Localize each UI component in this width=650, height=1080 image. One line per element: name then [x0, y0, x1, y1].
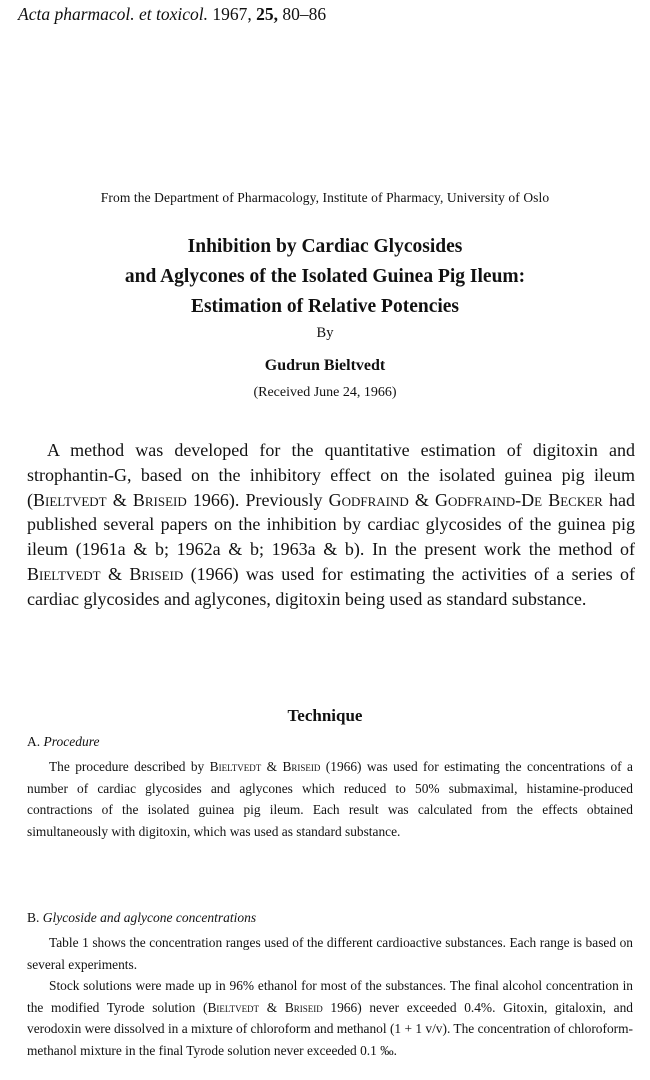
author-name: Gudrun Bieltvedt — [264, 357, 386, 374]
journal-year: 1967, — [212, 4, 252, 24]
procedure-paragraph — [27, 756, 633, 842]
body-text: 1966) never exceeded 0.4%. Gitoxin, gitaloxin, and verodoxin were dissolved in a mixture of chloroform and methanol (1 + 1 v/v). The concentration of chloroform-methanol mixture in the final Tyrode solution never exceeded 0.1 ‰. — [27, 999, 633, 1058]
abstract-text: 1966). Previously — [186, 489, 329, 510]
concentrations-paragraphs — [27, 932, 633, 1062]
body-text: (1966) was used for estimating the concentrations of a number of cardiac glycosides and aglycones which reduced to 50% submaximal, histamine-produced contractions of the isolated guinea pig ileum. Each result was calculated from the effects obtained simultaneously with digitoxin, which was used as standard substance. — [27, 759, 633, 839]
author-ref: Bieltvedt — [27, 563, 101, 584]
author-ref: Briseid — [282, 759, 321, 774]
author-ref: Bieltvedt — [207, 999, 260, 1015]
concentrations-paragraph-2 — [27, 975, 633, 1061]
abstract-text: & — [408, 489, 436, 510]
abstract-text: A method was developed for the quantitative estimation of digitoxin and strophantin-G, based on the inhibitory effect on the isolated guinea pig ileum ( — [27, 440, 635, 510]
title-line-3: Estimation of Relative Potencies — [190, 296, 460, 317]
concentrations-paragraph-1: Table 1 shows the concentration ranges used of the different cardioactive substances. Each range is based on several experiments. — [27, 935, 633, 972]
byline-by: By — [316, 325, 334, 341]
author-ref: Godfraind — [328, 489, 409, 510]
author-ref: Bieltvedt — [33, 489, 107, 510]
abstract-text: & — [106, 489, 133, 510]
body-text: & — [261, 759, 283, 774]
author-ref: Briseid — [284, 999, 323, 1015]
journal-citation — [18, 2, 326, 26]
author-ref: Briseid — [129, 563, 184, 584]
section-heading-technique: Technique — [287, 706, 363, 725]
author-ref: Bieltvedt — [209, 759, 262, 774]
body-text: & — [259, 999, 285, 1015]
received-date: (Received June 24, 1966) — [253, 385, 397, 400]
affiliation: From the Department of Pharmacology, Institute of Pharmacy, University of Oslo — [100, 190, 550, 205]
abstract-text: & — [100, 563, 130, 584]
body-text: Stock solutions were made up in 96% ethanol for most of the substances. The final alcohol concentration in the modified Tyrode solution ( — [27, 978, 633, 1015]
author-ref: Godfraind-De Becker — [435, 489, 603, 510]
title-line-1: Inhibition by Cardiac Glycosides — [187, 236, 463, 257]
body-text: The procedure described by — [49, 759, 210, 774]
journal-pages: 80–86 — [282, 4, 327, 24]
abstract-text: (1966) was used for estimating the activities of a series of cardiac glycosides and aglycones, digitoxin being used as standard substance. — [27, 563, 635, 609]
journal-name: Acta pharmacol. et toxicol. — [18, 4, 209, 24]
subsection-heading-procedure — [27, 734, 99, 750]
abstract-paragraph — [27, 438, 635, 612]
subsection-label: A. — [27, 734, 41, 749]
subsection-title: Procedure — [43, 734, 100, 749]
subsection-heading-concentrations — [27, 910, 256, 926]
journal-volume: 25, — [256, 4, 279, 24]
title-line-2: and Aglycones of the Isolated Guinea Pig Ileum: — [124, 266, 526, 287]
author-ref: Briseid — [132, 489, 187, 510]
abstract-text: had published several papers on the inhibition by cardiac glycosides of the guinea pig ileum (1961a & b; 1962a & b; 1963a & b). In the present work the method of — [27, 489, 635, 560]
subsection-label: B. — [27, 910, 40, 925]
article-title — [0, 232, 650, 322]
subsection-title: Glycoside and aglycone concentrations — [42, 910, 257, 925]
